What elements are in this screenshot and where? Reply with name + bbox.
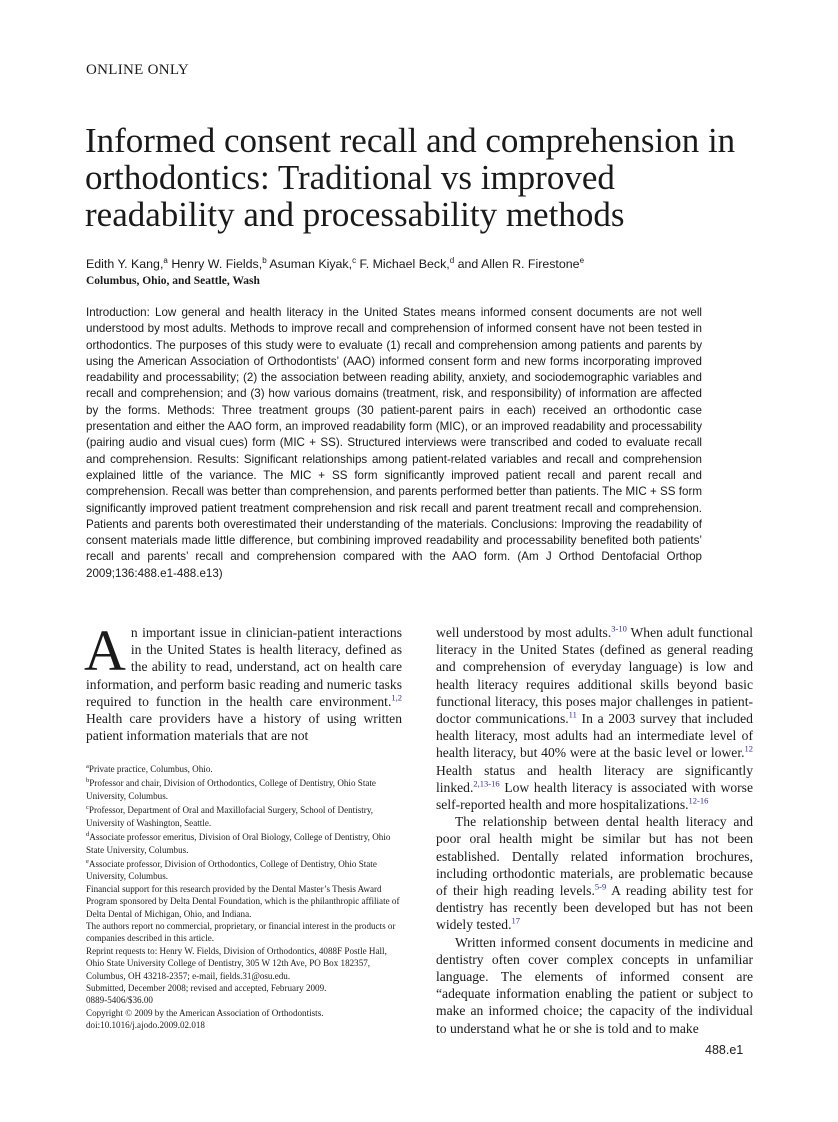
article-title: Informed consent recall and comprehension in orthodontics: Traditional vs improved readability and processability methods <box>85 121 736 234</box>
section-label: ONLINE ONLY <box>86 62 190 78</box>
text-run: In a 2003 survey that included health literacy, most adults had an intermediate level of health literacy, but 40% were at the basic level or lower. <box>436 711 753 761</box>
text-run: The relationship between dental health literacy and poor oral health might be similar but has not been established. Dentally related information brochures, including orthodontic materials, are problematic because of their high reading levels. <box>436 814 753 899</box>
footnote <box>86 982 402 994</box>
footnote <box>86 920 402 945</box>
footnote-text: Associate professor, Division of Orthodontics, College of Dentistry, Ohio State University, Columbus. <box>86 859 377 882</box>
paragraph <box>436 813 753 933</box>
author-list <box>86 256 766 271</box>
text-run: Health care providers have a history of using written patient information materials that are not <box>86 711 402 744</box>
footnote <box>86 775 402 802</box>
author-name: Asuman Kiyak, <box>269 257 353 272</box>
citation-link[interactable]: 2,13-16 <box>473 778 500 789</box>
text-run: n important issue in clinician-patient interactions in the United States is health literacy, defined as the ability to read, understand, act on health care information, and perform basic reading and numeric tasks required to function in the health care environment. <box>86 625 402 709</box>
text-run: A reading ability test for dentistry has recently been developed but has not been widely tested. <box>436 883 753 933</box>
footnote <box>86 1019 402 1031</box>
text-run: Low health literacy is associated with worse self-reported health and more hospitalizations. <box>436 779 753 813</box>
footnote <box>86 829 402 856</box>
footnotes <box>86 761 402 1032</box>
citation-link[interactable]: 1,2 <box>391 692 402 703</box>
drop-cap: A <box>84 618 126 683</box>
page-number: 488.e1 <box>705 1043 744 1057</box>
author-mark: e <box>579 256 585 265</box>
footnote-text: Private practice, Columbus, Ohio. <box>88 764 213 775</box>
footnote <box>86 802 402 829</box>
footnote-mark: a <box>86 763 89 770</box>
paragraph <box>436 624 753 813</box>
footnote-text: The authors report no commercial, proprietary, or financial interest in the products or companies described in this article. <box>86 921 396 944</box>
author-mark: a <box>163 256 168 265</box>
footnote <box>86 761 402 775</box>
footnote-text: Professor, Department of Oral and Maxillofacial Surgery, School of Dentistry, University of Washington, Seattle. <box>86 805 374 828</box>
citation-link[interactable]: 12 <box>744 743 753 754</box>
footnote <box>86 883 402 920</box>
text-run: well understood by most adults. <box>436 625 612 640</box>
footnote-text: Submitted, December 2008; revised and accepted, February 2009. <box>86 983 327 994</box>
paragraph <box>84 618 402 744</box>
citation-link[interactable]: 12-16 <box>688 795 709 806</box>
footnote <box>86 994 402 1006</box>
footnote <box>86 945 402 982</box>
citation-link[interactable]: 5-9 <box>594 881 607 892</box>
footnote-mark: b <box>86 777 90 785</box>
citation-link[interactable]: 11 <box>568 709 577 720</box>
footnote <box>86 1007 402 1019</box>
footnote-text: doi:10.1016/j.ajodo.2009.02.018 <box>86 1020 205 1031</box>
footnote <box>86 856 402 883</box>
paragraph: Written informed consent documents in medicine and dentistry often cover complex concepts in unfamiliar language. The elements of informed consent are “adequate information enabling the patient or subject to make an informed choice; the capacity of the individual to understand what he or she is told and to make <box>436 934 753 1036</box>
footnote-text: Professor and chair, Division of Orthodontics, College of Dentistry, Ohio State University, Columbus. <box>86 778 376 801</box>
author-mark: b <box>262 256 267 265</box>
author-name: Edith Y. Kang, <box>86 257 164 272</box>
footnote-text: Copyright © 2009 by the American Association of Orthodontists. <box>86 1007 324 1018</box>
body-column-left <box>84 618 402 744</box>
affiliation-line: Columbus, Ohio, and Seattle, Wash <box>86 275 260 287</box>
author-name: Henry W. Fields, <box>171 257 263 272</box>
author-mark: c <box>352 256 357 265</box>
author-mark: d <box>449 256 455 265</box>
text-run: When adult functional literacy in the United States (defined as general reading and comprehension of everyday language) is low and health literacy requires additional skills beyond basic functional literacy, this poses major challenges in patient-doctor communications. <box>436 625 753 727</box>
footnote-text: Reprint requests to: Henry W. Fields, Division of Orthodontics, 4088F Postle Hall, Ohio State University College of Dentistry, 305 W 12th Ave, PO Box 182357, Columbus, OH 43218-2357; e-mail, fields.31@osu.edu. <box>86 945 387 981</box>
body-column-right <box>436 624 753 1037</box>
footnote-mark: e <box>86 857 89 865</box>
footnote-text: Financial support for this research provided by the Dental Master’s Thesis Award Program sponsored by Delta Dental Foundation, which is the philanthropic affiliate of Delta Dental of Michigan, Ohio, and Indiana. <box>86 883 400 919</box>
abstract: Introduction: Low general and health literacy in the United States means informed consent documents are not well understood by most adults. Methods to improve recall and comprehension of informed consent have not been tested in orthodontics. The purposes of this study were to evaluate (1) recall and comprehension among patients and parents by using the American Association of Orthodontists’ (AAO) informed consent form and new forms incorporating improved readability and processability; (2) the association between reading ability, anxiety, and sociodemographic variables and recall and comprehension; and (3) how various domains (treatment, risk, and responsibility) of information are affected by the forms. Methods: Three treatment groups (30 patient-parent pairs in each) received an orthodontic case presentation and either the AAO form, an improved readability form (MIC), or an improved readability and processability (pairing audio and visual cues) form (MIC + SS). Structured interviews were transcribed and coded to evaluate recall and comprehension. Results: Significant relationships among patient-related variables and recall and comprehension explained little of the variance. The MIC + SS form significantly improved patient recall and parent recall and comprehension. Recall was better than comprehension, and parents performed better than patients. The MIC + SS form significantly improved patient treatment comprehension and risk recall and parent treatment recall and comprehension. Patients and parents both overestimated their understanding of the materials. Conclusions: Improving the readability of consent materials made little difference, but combining improved readability and processability benefited both patients’ recall and parents’ recall and comprehension compared with the AAO form. (Am J Orthod Dentofacial Orthop 2009;136:488.e1-488.e13) <box>86 306 702 580</box>
citation-link[interactable]: 17 <box>511 915 521 926</box>
footnote-mark: d <box>86 831 90 839</box>
author-name: and Allen R. Firestone <box>457 257 580 272</box>
footnote-mark: c <box>86 804 89 812</box>
footnote-text: Associate professor emeritus, Division of Oral Biology, College of Dentistry, Ohio State University, Columbus. <box>86 832 391 855</box>
text-run: Health status and health literacy are significantly linked. <box>436 762 753 795</box>
author-name: F. Michael Beck, <box>359 257 450 272</box>
footnote-text: 0889-5406/$36.00 <box>86 995 153 1006</box>
citation-link[interactable]: 3-10 <box>611 623 627 634</box>
